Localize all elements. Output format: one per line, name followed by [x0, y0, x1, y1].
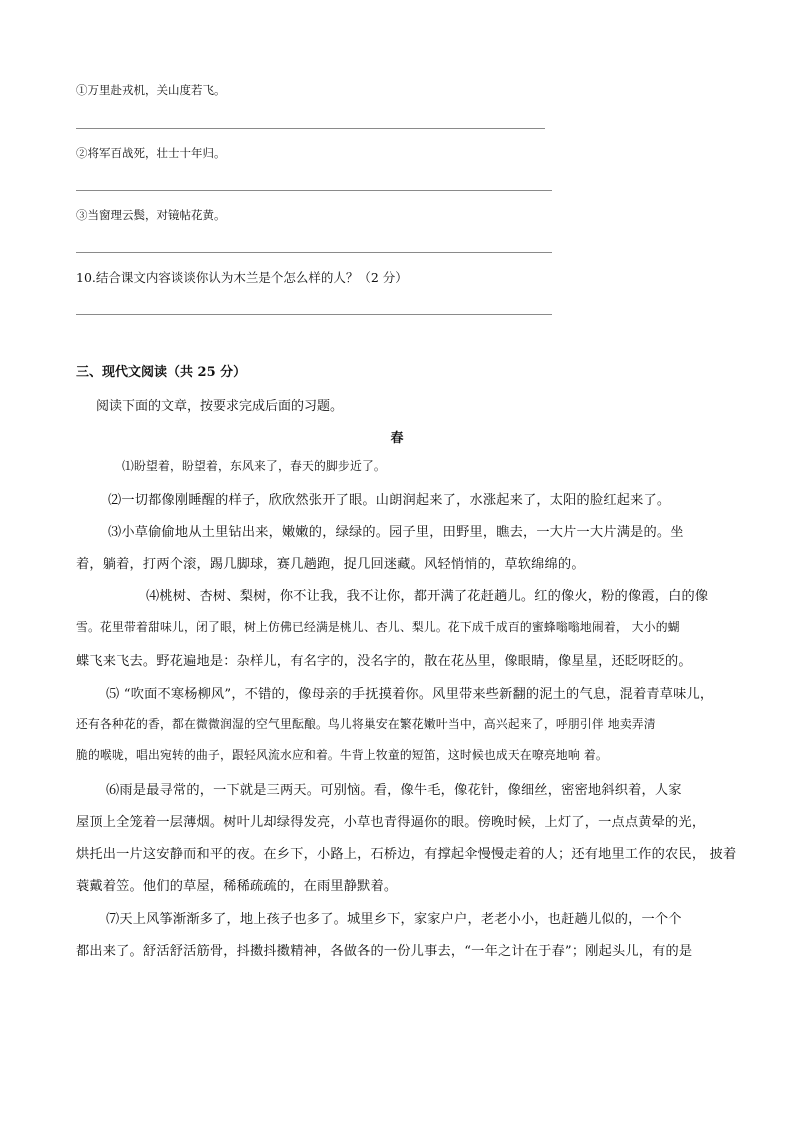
- article-line: ⑶小草偷偷地从土里钻出来，嫩嫩的，绿绿的。园子里，田野里，瞧去，一大片一大片满是的。坐: [108, 525, 684, 540]
- article-line: ⑷桃树、杏树、梨树，你不让我，我不让你，都开满了花赶趟儿。红的像火，粉的像霞，白的像: [146, 589, 709, 604]
- answer-line-3[interactable]: [76, 252, 552, 253]
- question-10: 10.结合课文内容谈谈你认为木兰是个怎么样的人？（2 分）: [76, 270, 408, 285]
- article-line: ⑺天上风筝渐渐多了，地上孩子也多了。城里乡下，家家户户，老老小小，也赶趟儿似的，一个个: [106, 912, 682, 927]
- article-line: 屋顶上全笼着一层薄烟。树叶儿却绿得发亮，小草也青得逼你的眼。傍晚时候，上灯了，一点点黄晕的光，: [76, 815, 706, 830]
- answer-line-2[interactable]: [76, 190, 552, 191]
- article-line: ⑹雨是最寻常的，一下就是三两天。可别恼。看，像牛毛，像花针，像细丝，密密地斜织着，人家: [106, 783, 682, 798]
- article-line: 脆的喉咙，唱出宛转的曲子，跟轻风流水应和着。牛背上牧童的短笛，这时候也成天在嘹亮地响 着。: [76, 748, 608, 762]
- section-instruction: 阅读下面的文章，按要求完成后面的习题。: [96, 399, 344, 414]
- article-line: 蓑戴着笠。他们的草屋，稀稀疏疏的，在雨里静默着。: [76, 879, 398, 894]
- section-heading: 三、现代文阅读（共 25 分）: [76, 365, 247, 380]
- article-line: 着，躺着，打两个滚，踢几脚球，赛几趟跑，捉几回迷藏。风轻悄悄的，草软绵绵的。: [76, 557, 585, 572]
- article-line: 烘托出一片这安静而和平的夜。在乡下，小路上，石桥边，有撑起伞慢慢走着的人；还有地里工作的农民， 披着: [76, 847, 737, 862]
- question-9-item-2: ②将军百战死，壮士十年归。: [76, 146, 226, 160]
- article-line: 还有各种花的香，都在微微润湿的空气里酝酿。鸟儿将巢安在繁花嫩叶当中，高兴起来了，呼朋引伴 地卖弄清: [76, 717, 656, 731]
- question-9-item-1: ①万里赴戎机，关山度若飞。: [76, 83, 226, 97]
- article-line: ⑴盼望着，盼望着，东风来了，春天的脚步近了。: [122, 459, 386, 473]
- article-line: 雪。花里带着甜味儿，闭了眼，树上仿佛已经满是桃儿、杏儿、梨儿。花下成千成百的蜜蜂嗡嗡地闹着， 大小的蝴: [76, 620, 680, 634]
- article-line: 蝶飞来飞去。野花遍地是：杂样儿，有名字的，没名字的，散在花丛里，像眼睛，像星星，还眨呀眨的。: [76, 654, 692, 669]
- answer-line-4[interactable]: [76, 314, 552, 315]
- question-9-item-3: ③当窗理云鬓，对镜帖花黄。: [76, 208, 226, 222]
- article-line: ⑵一切都像刚睡醒的样子，欣欣然张开了眼。山朗润起来了，水涨起来了，太阳的脸红起来了。: [108, 493, 671, 508]
- article-line: ⑸ “吹面不寒杨柳风”，不错的，像母亲的手抚摸着你。风里带来些新翻的泥土的气息，混着青草味儿，: [106, 687, 714, 702]
- article-title: 春: [390, 431, 404, 446]
- article-line: 都出来了。舒活舒活筋骨，抖擞抖擞精神，各做各的一份儿事去，“一年之计在于春”；刚起头儿，有的是: [76, 944, 693, 959]
- answer-line-1[interactable]: [76, 128, 545, 129]
